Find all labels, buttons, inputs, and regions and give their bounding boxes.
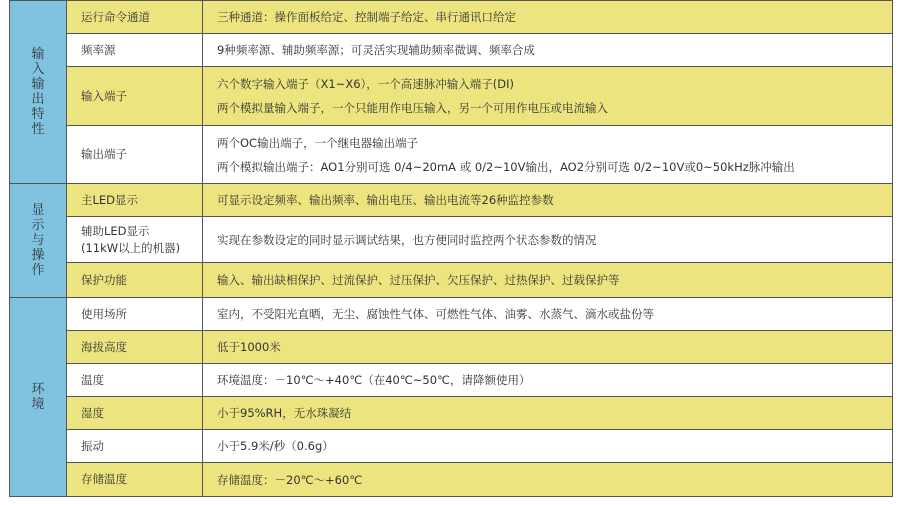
table-row — [10, 463, 893, 497]
row-value — [203, 397, 893, 430]
row-label: 使用场所 — [67, 298, 203, 331]
row-label: 湿度 — [67, 397, 203, 430]
row-value — [203, 1, 893, 34]
row-value — [203, 217, 893, 263]
group-label: 输入输出特性 — [31, 47, 45, 137]
group-display — [10, 184, 67, 298]
value-line: 小于95%RH，无水珠凝结 — [217, 406, 352, 420]
value-line: 环境温度：－10℃～+40℃（在40℃~50℃，请降额使用） — [217, 373, 531, 387]
value-line: 实现在参数设定的同时显示调试结果，也方便同时监控两个状态参数的情况 — [217, 232, 597, 247]
row-label: 海拔高度 — [67, 331, 203, 364]
row-value — [203, 463, 893, 497]
label-line: (11kW以上的机器) — [81, 240, 181, 255]
label-line: 辅助LED显示 — [81, 223, 150, 238]
row-value — [203, 184, 893, 217]
row-label: 振动 — [67, 430, 203, 463]
row-value — [203, 298, 893, 331]
value-line: 输入、输出缺相保护、过流保护、过压保护、欠压保护、过热保护、过载保护等 — [217, 273, 620, 287]
row-value — [203, 34, 893, 67]
group-io — [10, 1, 67, 184]
row-label: 温度 — [67, 364, 203, 397]
value-line: 两个模拟量输入端子，一个只能用作电压输入，另一个可用作电压或电流输入 — [217, 101, 608, 115]
row-value — [203, 430, 893, 463]
table-row — [10, 67, 893, 126]
row-value — [203, 331, 893, 364]
table-row — [10, 1, 893, 34]
row-value — [203, 364, 893, 397]
row-label: 输入端子 — [67, 67, 203, 126]
table-row — [10, 34, 893, 67]
value-line: 三种通道：操作面板给定、控制端子给定、串行通讯口给定 — [217, 10, 516, 24]
value-line: 9种频率源、辅助频率源；可灵活实现辅助频率微调、频率合成 — [217, 43, 535, 57]
table-row — [10, 331, 893, 364]
row-label: 主LED显示 — [67, 184, 203, 217]
table-row — [10, 126, 893, 184]
group-label: 环境 — [31, 382, 45, 412]
row-value — [203, 126, 893, 184]
spec-table — [9, 0, 893, 497]
group-label: 显示与操作 — [31, 203, 45, 278]
row-label — [67, 217, 203, 263]
row-value — [203, 67, 893, 126]
value-line: 可显示设定频率、输出频率、输出电压、输出电流等26种监控参数 — [217, 193, 554, 207]
row-label: 输出端子 — [67, 126, 203, 184]
value-line: 小于5.9米/秒（0.6g） — [217, 439, 334, 453]
row-label: 频率源 — [67, 34, 203, 67]
table-row — [10, 298, 893, 331]
value-line: 两个OC输出端子，一个继电器输出端子 — [217, 135, 419, 150]
value-line: 两个模拟输出端子：AO1分别可选 0/4~20mA 或 0/2~10V输出，AO2分别可选 0/2~10V或0~50kHz脉冲输出 — [217, 159, 795, 174]
value-line: 室内，不受阳光直晒，无尘、腐蚀性气体、可燃性气体、油雾、水蒸气、滴水或盐份等 — [217, 307, 654, 321]
table-row — [10, 263, 893, 298]
value-line: 低于1000米 — [217, 340, 281, 354]
value-line: 存储温度：－20℃～+60℃ — [217, 472, 363, 487]
group-env — [10, 298, 67, 497]
value-line: 六个数字输入端子（X1~X6），一个高速脉冲输入端子(DI) — [217, 77, 514, 91]
row-label: 运行命令通道 — [67, 1, 203, 34]
row-value — [203, 263, 893, 298]
table-row — [10, 397, 893, 430]
table-row — [10, 217, 893, 263]
table-row — [10, 430, 893, 463]
table-row — [10, 364, 893, 397]
row-label: 存储温度 — [67, 463, 203, 497]
row-label: 保护功能 — [67, 263, 203, 298]
table-row — [10, 184, 893, 217]
